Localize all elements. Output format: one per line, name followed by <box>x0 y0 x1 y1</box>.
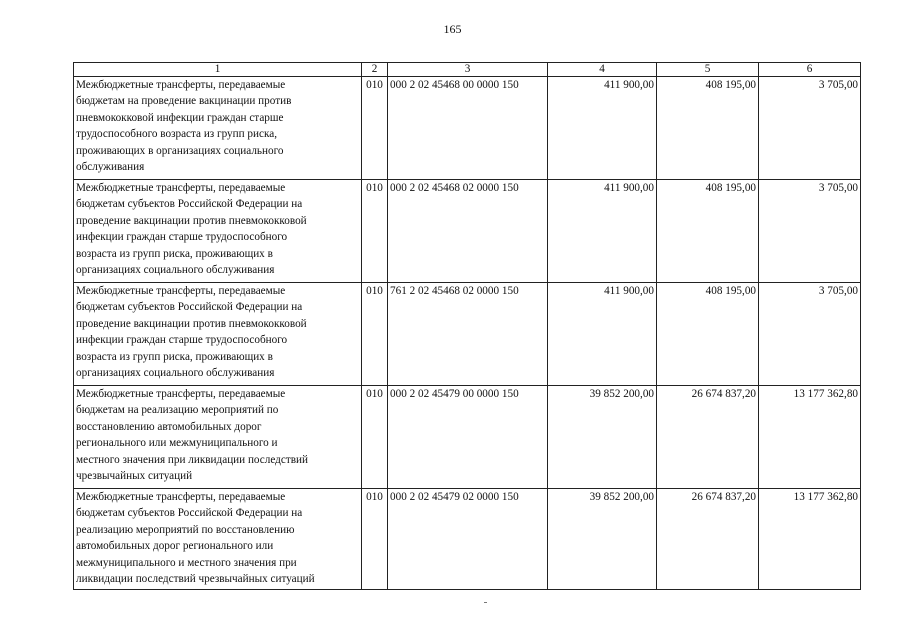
amount-cell: 411 900,00 <box>548 283 657 386</box>
column-header: 3 <box>388 63 548 77</box>
description-line: трудоспособного возраста из групп риска, <box>76 128 277 141</box>
description-line: Межбюджетные трансферты, передаваемые <box>76 79 286 91</box>
description-cell <box>74 180 362 283</box>
description-cell <box>74 386 362 489</box>
budget-code-cell: 761 2 02 45468 02 0000 150 <box>388 283 548 386</box>
description-line: Межбюджетные трансферты, передаваемые <box>76 388 286 400</box>
description-line: бюджетам на проведение вакцинации против <box>76 95 292 108</box>
column-header: 2 <box>362 63 388 77</box>
budget-code-cell: 000 2 02 45468 02 0000 150 <box>388 180 548 283</box>
description-line: проведение вакцинации против пневмококковой <box>76 317 307 330</box>
page-number: 165 <box>443 22 462 36</box>
description-line: организациях социального обслуживания <box>76 264 275 277</box>
description-line: регионального или межмуниципального и <box>76 437 278 450</box>
table-row <box>74 283 861 386</box>
amount-cell: 408 195,00 <box>657 77 759 180</box>
description-line: бюджетам субъектов Российской Федерации на <box>76 301 303 314</box>
description-line: обслуживания <box>76 161 145 174</box>
description-cell <box>74 489 362 590</box>
description-line: возраста из групп риска, проживающих в <box>76 247 273 260</box>
description-line: бюджетам субъектов Российской Федерации на <box>76 507 303 520</box>
description-line: организациях социального обслуживания <box>76 367 275 380</box>
description-line: инфекции граждан старше трудоспособного <box>76 334 288 347</box>
amount-cell: 13 177 362,80 <box>759 386 861 489</box>
budget-code-cell: 000 2 02 45479 02 0000 150 <box>388 489 548 590</box>
description-line: инфекции граждан старше трудоспособного <box>76 231 288 244</box>
description-line: Межбюджетные трансферты, передаваемые <box>76 182 286 194</box>
description-line: автомобильных дорог регионального или <box>76 540 274 553</box>
description-line: Межбюджетные трансферты, передаваемые <box>76 491 286 503</box>
amount-cell: 408 195,00 <box>657 180 759 283</box>
admin-code-cell: 010 <box>362 77 388 180</box>
table-row <box>74 489 861 590</box>
admin-code-cell: 010 <box>362 489 388 590</box>
description-line: бюджетам субъектов Российской Федерации на <box>76 198 303 211</box>
description-cell <box>74 77 362 180</box>
scan-speck <box>484 602 487 603</box>
description-cell <box>74 283 362 386</box>
description-line: проведение вакцинации против пневмококковой <box>76 214 307 227</box>
amount-cell: 3 705,00 <box>759 180 861 283</box>
description-line: восстановлению автомобильных дорог <box>76 420 262 433</box>
table-row <box>74 180 861 283</box>
description-line: ликвидации последствий чрезвычайных ситуаций <box>76 573 315 586</box>
budget-table <box>73 62 861 590</box>
description-line: бюджетам на реализацию мероприятий по <box>76 404 279 417</box>
column-header: 4 <box>548 63 657 77</box>
column-header: 1 <box>74 63 362 77</box>
amount-cell: 408 195,00 <box>657 283 759 386</box>
description-line: чрезвычайных ситуаций <box>76 470 193 483</box>
amount-cell: 39 852 200,00 <box>548 489 657 590</box>
amount-cell: 26 674 837,20 <box>657 489 759 590</box>
admin-code-cell: 010 <box>362 386 388 489</box>
amount-cell: 411 900,00 <box>548 77 657 180</box>
amount-cell: 411 900,00 <box>548 180 657 283</box>
description-line: возраста из групп риска, проживающих в <box>76 350 273 363</box>
table-row <box>74 386 861 489</box>
column-header: 6 <box>759 63 861 77</box>
amount-cell: 3 705,00 <box>759 283 861 386</box>
amount-cell: 13 177 362,80 <box>759 489 861 590</box>
admin-code-cell: 010 <box>362 283 388 386</box>
budget-code-cell: 000 2 02 45468 00 0000 150 <box>388 77 548 180</box>
header-row <box>74 63 861 77</box>
amount-cell: 39 852 200,00 <box>548 386 657 489</box>
description-line: пневмококковой инфекции граждан старше <box>76 111 284 124</box>
description-line: местного значения при ликвидации последствий <box>76 453 308 466</box>
description-line: проживающих в организациях социального <box>76 144 284 157</box>
description-line: реализацию мероприятий по восстановлению <box>76 523 295 536</box>
description-line: Межбюджетные трансферты, передаваемые <box>76 285 286 297</box>
description-line: межмуниципального и местного значения при <box>76 556 297 569</box>
column-header: 5 <box>657 63 759 77</box>
amount-cell: 3 705,00 <box>759 77 861 180</box>
budget-code-cell: 000 2 02 45479 00 0000 150 <box>388 386 548 489</box>
amount-cell: 26 674 837,20 <box>657 386 759 489</box>
admin-code-cell: 010 <box>362 180 388 283</box>
table-row <box>74 77 861 180</box>
